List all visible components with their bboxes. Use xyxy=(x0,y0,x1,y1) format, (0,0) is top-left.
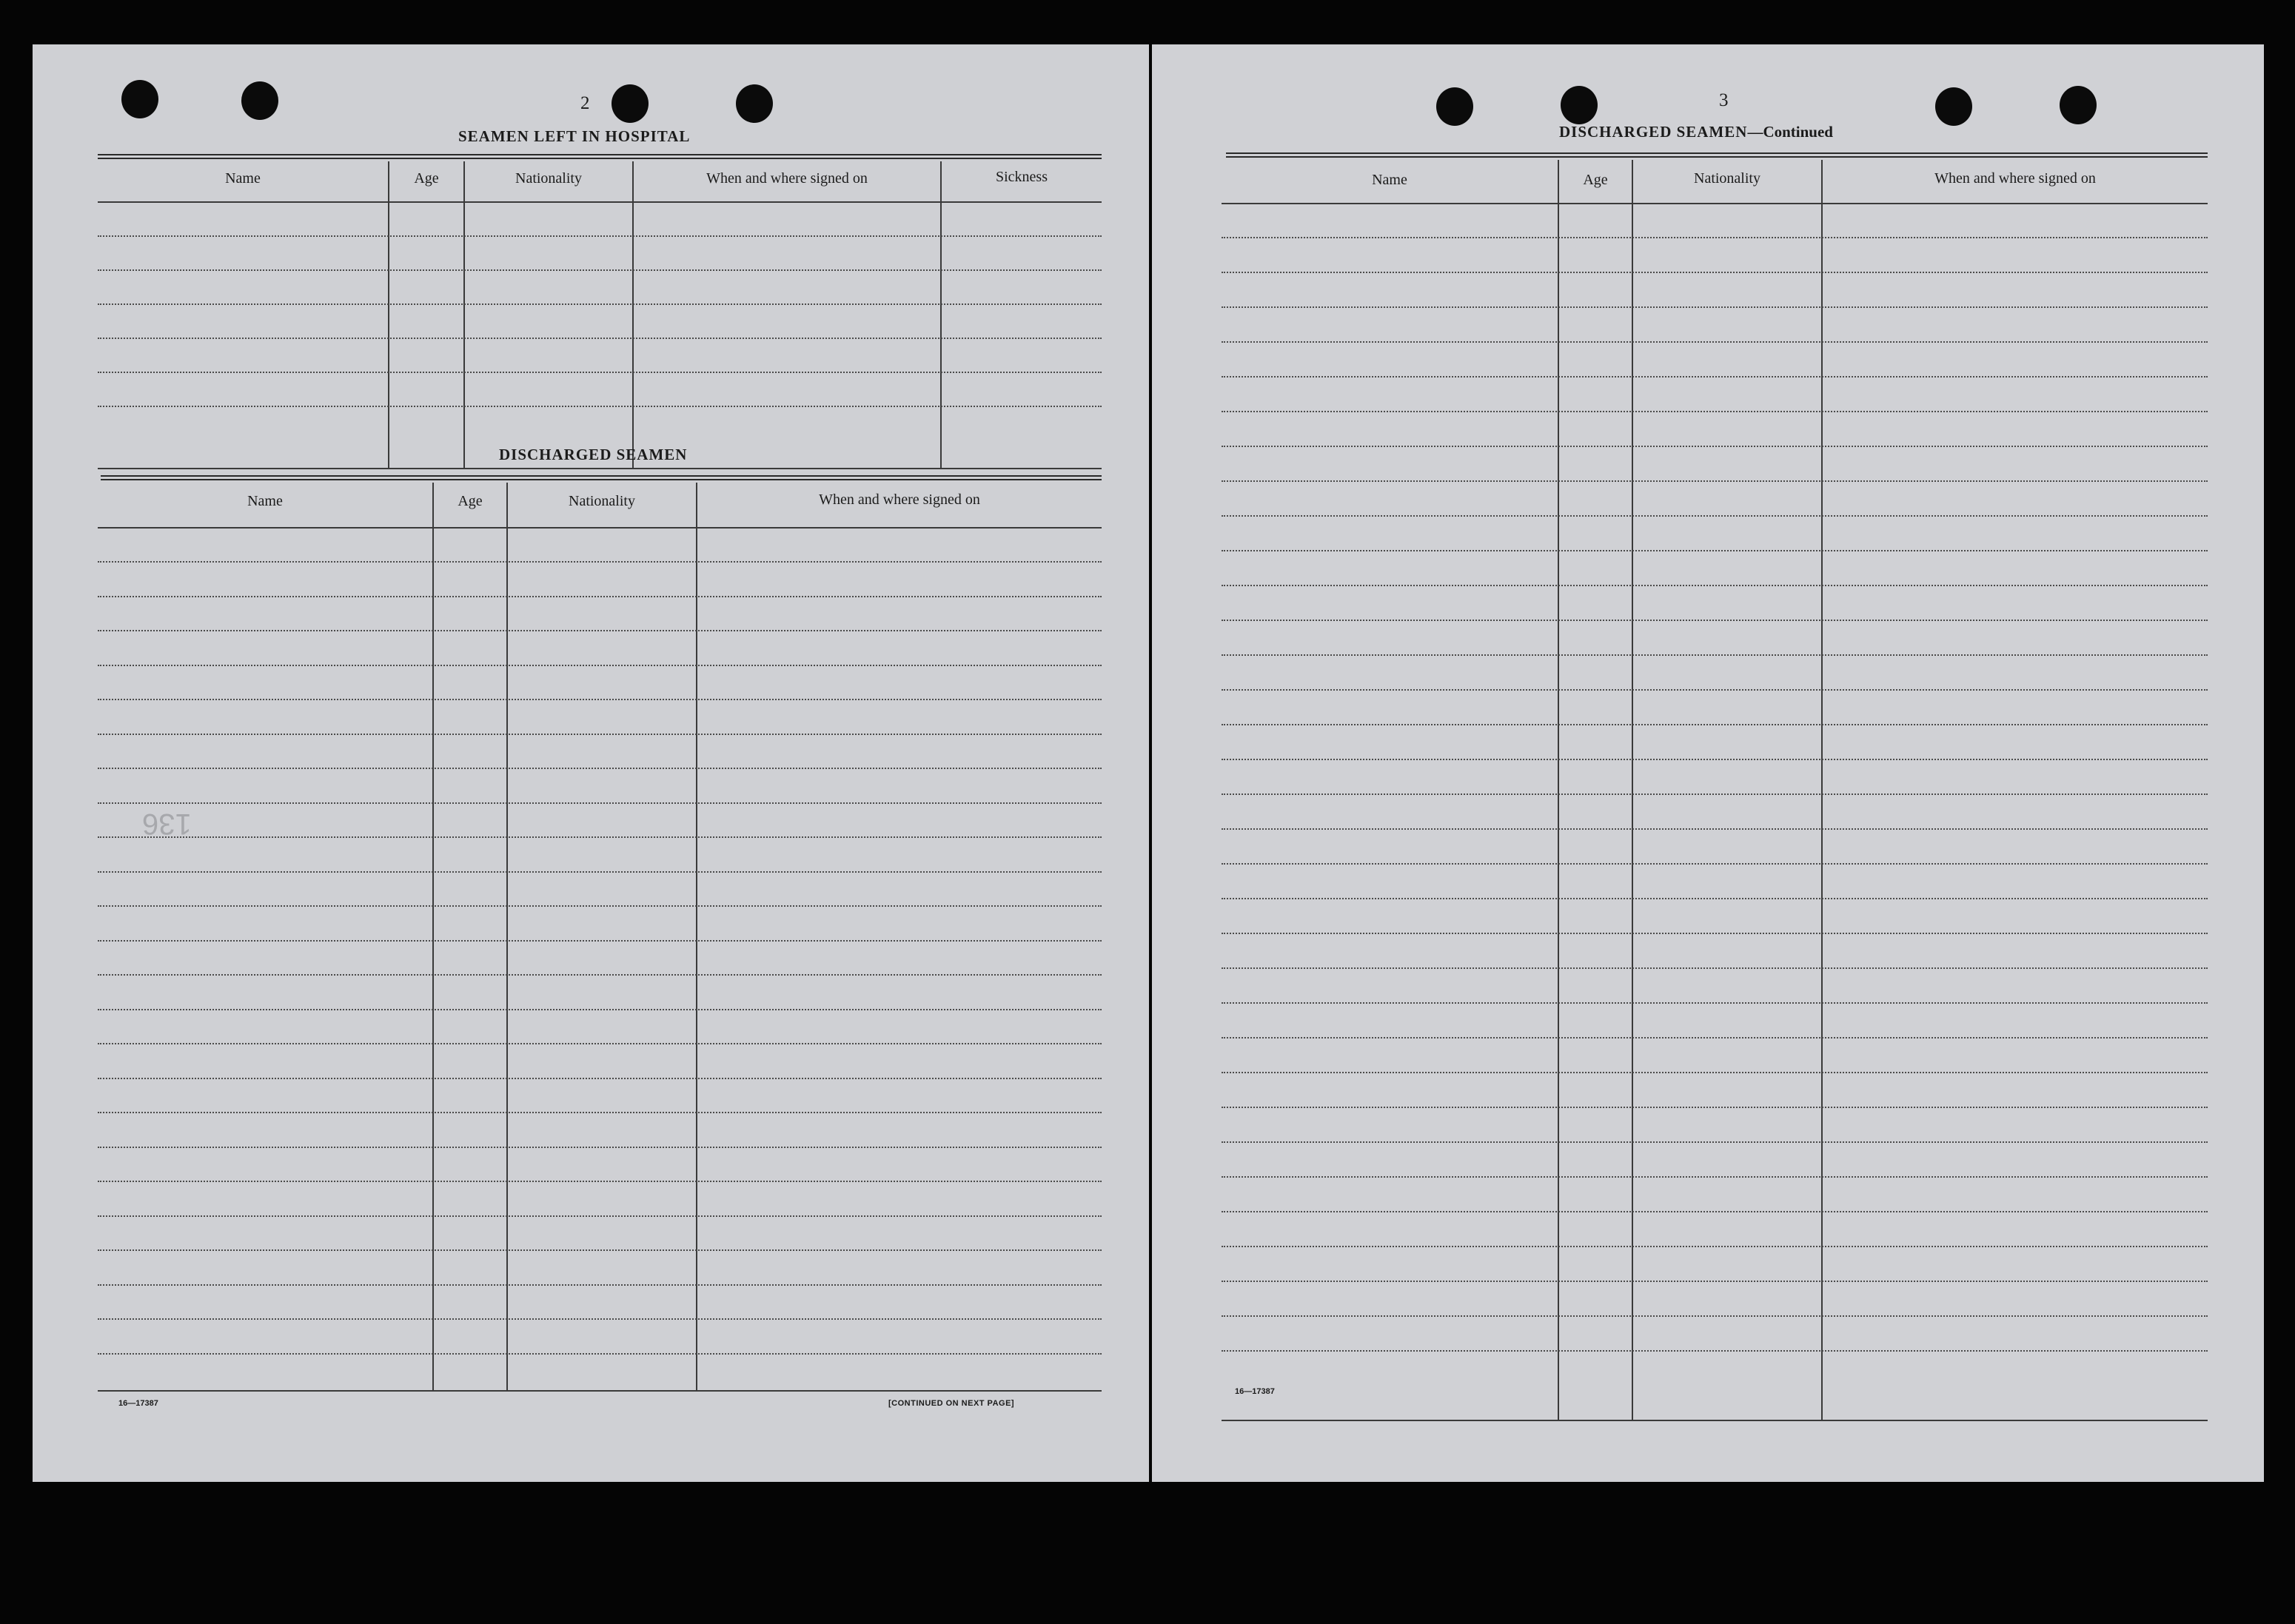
col-header-signed-on: When and where signed on xyxy=(706,170,868,187)
table-row xyxy=(98,1078,1102,1079)
table-row xyxy=(98,1318,1102,1320)
col-header-sickness: Sickness xyxy=(996,169,1048,185)
col-header-signed-on: When and where signed on xyxy=(819,491,980,508)
punch-hole xyxy=(1436,87,1473,126)
column-divider xyxy=(463,161,465,468)
table-row xyxy=(1222,793,2208,795)
title-rule xyxy=(101,475,1102,477)
table-row xyxy=(98,1353,1102,1355)
col-header-age: Age xyxy=(458,493,483,509)
table-row xyxy=(98,596,1102,597)
right-page xyxy=(1152,44,2264,1482)
column-divider xyxy=(1821,160,1823,1420)
punch-hole xyxy=(612,84,649,123)
table-bottom-rule xyxy=(98,1390,1102,1392)
table-row xyxy=(1222,1246,2208,1247)
table-row xyxy=(1222,446,2208,447)
table-row xyxy=(98,338,1102,339)
table-row xyxy=(1222,550,2208,551)
table-row xyxy=(1222,898,2208,899)
table-row xyxy=(98,940,1102,942)
table-row xyxy=(1222,1141,2208,1143)
table-row xyxy=(98,1249,1102,1251)
col-header-name: Name xyxy=(225,170,261,187)
table-row xyxy=(1222,1211,2208,1212)
table-row xyxy=(98,1043,1102,1044)
column-divider xyxy=(388,161,389,468)
table-row xyxy=(98,303,1102,305)
table-row xyxy=(98,372,1102,373)
section-title xyxy=(1559,123,1833,141)
col-header-nationality: Nationality xyxy=(1694,170,1760,187)
punch-hole xyxy=(121,80,158,118)
col-header-age: Age xyxy=(414,170,439,187)
discharged-table xyxy=(98,483,1102,1393)
punch-hole xyxy=(736,84,773,123)
table-row xyxy=(1222,515,2208,517)
faint-page-stamp: 136 xyxy=(142,808,192,840)
table-row xyxy=(98,1215,1102,1217)
table-row xyxy=(1222,306,2208,308)
table-row xyxy=(98,871,1102,873)
continued-note: [CONTINUED ON NEXT PAGE] xyxy=(888,1399,1015,1408)
table-row xyxy=(1222,411,2208,412)
table-row xyxy=(1222,724,2208,725)
header-rule xyxy=(98,527,1102,529)
table-row xyxy=(1222,863,2208,865)
header-rule xyxy=(1222,203,2208,204)
table-row xyxy=(1222,967,2208,969)
table-row xyxy=(1222,1281,2208,1282)
table-row xyxy=(98,406,1102,407)
table-row xyxy=(1222,654,2208,656)
table-row xyxy=(1222,272,2208,273)
table-row xyxy=(98,1147,1102,1148)
section-title-continued: —Continued xyxy=(1747,123,1833,141)
table-row xyxy=(1222,1176,2208,1178)
col-header-name: Name xyxy=(247,493,283,509)
table-row xyxy=(98,734,1102,735)
discharged-continued-table xyxy=(1222,160,2208,1423)
title-rule xyxy=(98,154,1102,155)
column-divider xyxy=(940,161,942,468)
left-page xyxy=(33,44,1149,1482)
column-divider xyxy=(1632,160,1633,1420)
table-row xyxy=(98,905,1102,907)
col-header-nationality: Nationality xyxy=(515,170,582,187)
table-row xyxy=(98,665,1102,666)
column-divider xyxy=(432,483,434,1390)
column-divider xyxy=(1558,160,1559,1420)
table-row xyxy=(1222,1315,2208,1317)
title-rule xyxy=(1226,152,2208,154)
table-row xyxy=(1222,1037,2208,1039)
hospital-section-title: SEAMEN LEFT IN HOSPITAL xyxy=(458,127,691,145)
header-rule xyxy=(98,201,1102,203)
punch-hole xyxy=(2060,86,2097,124)
table-row xyxy=(98,269,1102,271)
discharged-section-title: DISCHARGED SEAMEN xyxy=(499,446,688,463)
col-header-signed-on: When and where signed on xyxy=(1934,170,2096,187)
table-row xyxy=(1222,1107,2208,1108)
table-row xyxy=(98,630,1102,631)
hospital-table xyxy=(98,161,1102,469)
column-divider xyxy=(696,483,697,1390)
table-row xyxy=(1222,620,2208,621)
table-bottom-rule xyxy=(98,468,1102,469)
table-row xyxy=(1222,585,2208,586)
table-row xyxy=(1222,1350,2208,1352)
punch-hole xyxy=(1561,86,1598,124)
punch-hole xyxy=(1935,87,1972,126)
form-code: 16—17387 xyxy=(118,1399,158,1408)
column-divider xyxy=(632,161,634,468)
table-row xyxy=(98,974,1102,976)
table-row xyxy=(1222,689,2208,691)
table-row xyxy=(1222,341,2208,343)
table-row xyxy=(98,1284,1102,1286)
table-row xyxy=(1222,376,2208,378)
col-header-nationality: Nationality xyxy=(569,493,635,509)
page-number: 3 xyxy=(1719,90,1729,110)
table-row xyxy=(1222,759,2208,760)
table-row xyxy=(98,768,1102,769)
table-row xyxy=(98,836,1102,838)
form-code: 16—17387 xyxy=(1235,1387,1275,1396)
page-number: 2 xyxy=(580,93,590,113)
table-row xyxy=(1222,480,2208,482)
table-row xyxy=(1222,828,2208,830)
table-row xyxy=(1222,933,2208,934)
table-row xyxy=(1222,237,2208,238)
table-row xyxy=(98,1112,1102,1113)
punch-hole xyxy=(241,81,278,120)
table-bottom-rule xyxy=(1222,1420,2208,1421)
table-row xyxy=(98,1009,1102,1010)
table-row xyxy=(98,235,1102,237)
col-header-name: Name xyxy=(1372,172,1407,188)
table-row xyxy=(98,1181,1102,1182)
table-row xyxy=(98,802,1102,804)
section-title-main: DISCHARGED SEAMEN xyxy=(1559,123,1748,141)
col-header-age: Age xyxy=(1583,172,1608,188)
table-row xyxy=(1222,1002,2208,1004)
table-row xyxy=(98,561,1102,563)
table-row xyxy=(1222,1072,2208,1073)
table-row xyxy=(98,699,1102,700)
column-divider xyxy=(506,483,508,1390)
